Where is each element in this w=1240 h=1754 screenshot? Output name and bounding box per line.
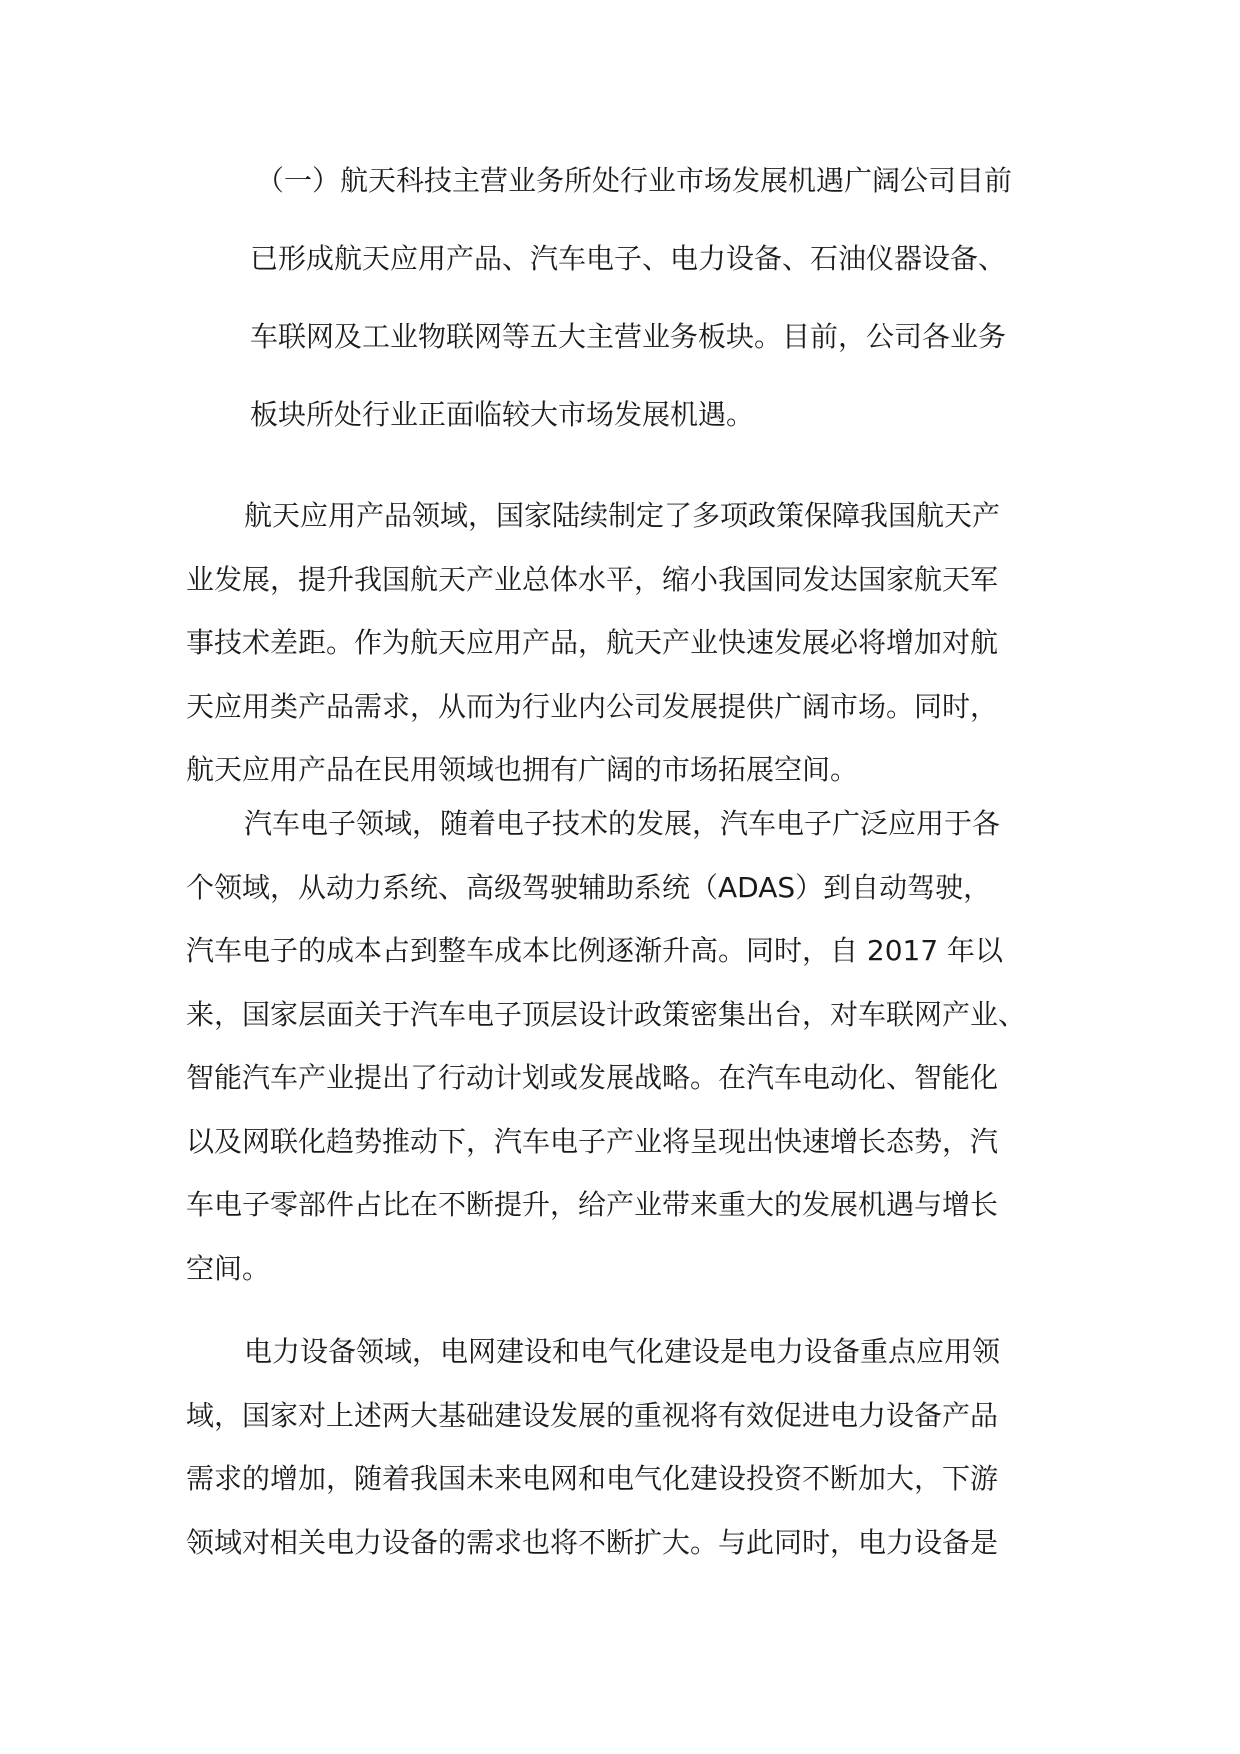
paragraph-line: 电力设备领域，电网建设和电气化建设是电力设备重点应用领 bbox=[244, 1335, 1001, 1368]
heading-line: 板块所处行业正面临较大市场发展机遇。 bbox=[250, 398, 755, 431]
paragraph-line: 需求的增加，随着我国未来电网和电气化建设投资不断加大，下游 bbox=[186, 1462, 999, 1495]
paragraph-aerospace bbox=[186, 484, 1066, 802]
paragraph-automotive-electronics bbox=[186, 792, 1066, 1300]
section-heading bbox=[250, 142, 1080, 454]
paragraph-line: 来，国家层面关于汽车电子顶层设计政策密集出台，对车联网产业、 bbox=[186, 997, 1027, 1031]
paragraph-line: 智能汽车产业提出了行动计划或发展战略。在汽车电动化、智能化 bbox=[186, 1061, 999, 1094]
paragraph-line: 航天应用产品在民用领域也拥有广阔的市场拓展空间。 bbox=[186, 753, 859, 786]
heading-line: 车联网及工业物联网等五大主营业务板块。目前，公司各业务 bbox=[250, 320, 1007, 353]
paragraph-power-equipment bbox=[186, 1320, 1066, 1574]
paragraph-line: 汽车电子领域，随着电子技术的发展，汽车电子广泛应用于各 bbox=[244, 807, 1001, 840]
paragraph-line: 事技术差距。作为航天应用产品，航天产业快速发展必将增加对航 bbox=[186, 626, 999, 659]
heading-line: 已形成航天应用产品、汽车电子、电力设备、石油仪器设备、 bbox=[250, 242, 1007, 275]
paragraph-line: 车电子零部件占比在不断提升，给产业带来重大的发展机遇与增长 bbox=[186, 1188, 999, 1221]
paragraph-line: 空间。 bbox=[186, 1251, 271, 1285]
paragraph-line: 汽车电子的成本占到整车成本比例逐渐升高。同时，自 2017 年以 bbox=[186, 934, 1004, 967]
paragraph-line: 域，国家对上述两大基础建设发展的重视将有效促进电力设备产品 bbox=[186, 1398, 999, 1432]
paragraph-line: 业发展，提升我国航天产业总体水平，缩小我国同发达国家航天军 bbox=[186, 562, 999, 596]
paragraph-line: 航天应用产品领域，国家陆续制定了多项政策保障我国航天产 bbox=[244, 499, 1001, 532]
paragraph-line: 领域对相关电力设备的需求也将不断扩大。与此同时，电力设备是 bbox=[186, 1525, 999, 1559]
paragraph-line: 个领域，从动力系统、高级驾驶辅助系统（ADAS）到自动驾驶， bbox=[186, 870, 992, 904]
paragraph-line: 以及网联化趋势推动下，汽车电子产业将呈现出快速增长态势，汽 bbox=[186, 1124, 999, 1158]
paragraph-line: 天应用类产品需求，从而为行业内公司发展提供广阔市场。同时， bbox=[186, 689, 999, 723]
heading-line: （一）航天科技主营业务所处行业市场发展机遇广阔公司目前 bbox=[256, 164, 1013, 197]
